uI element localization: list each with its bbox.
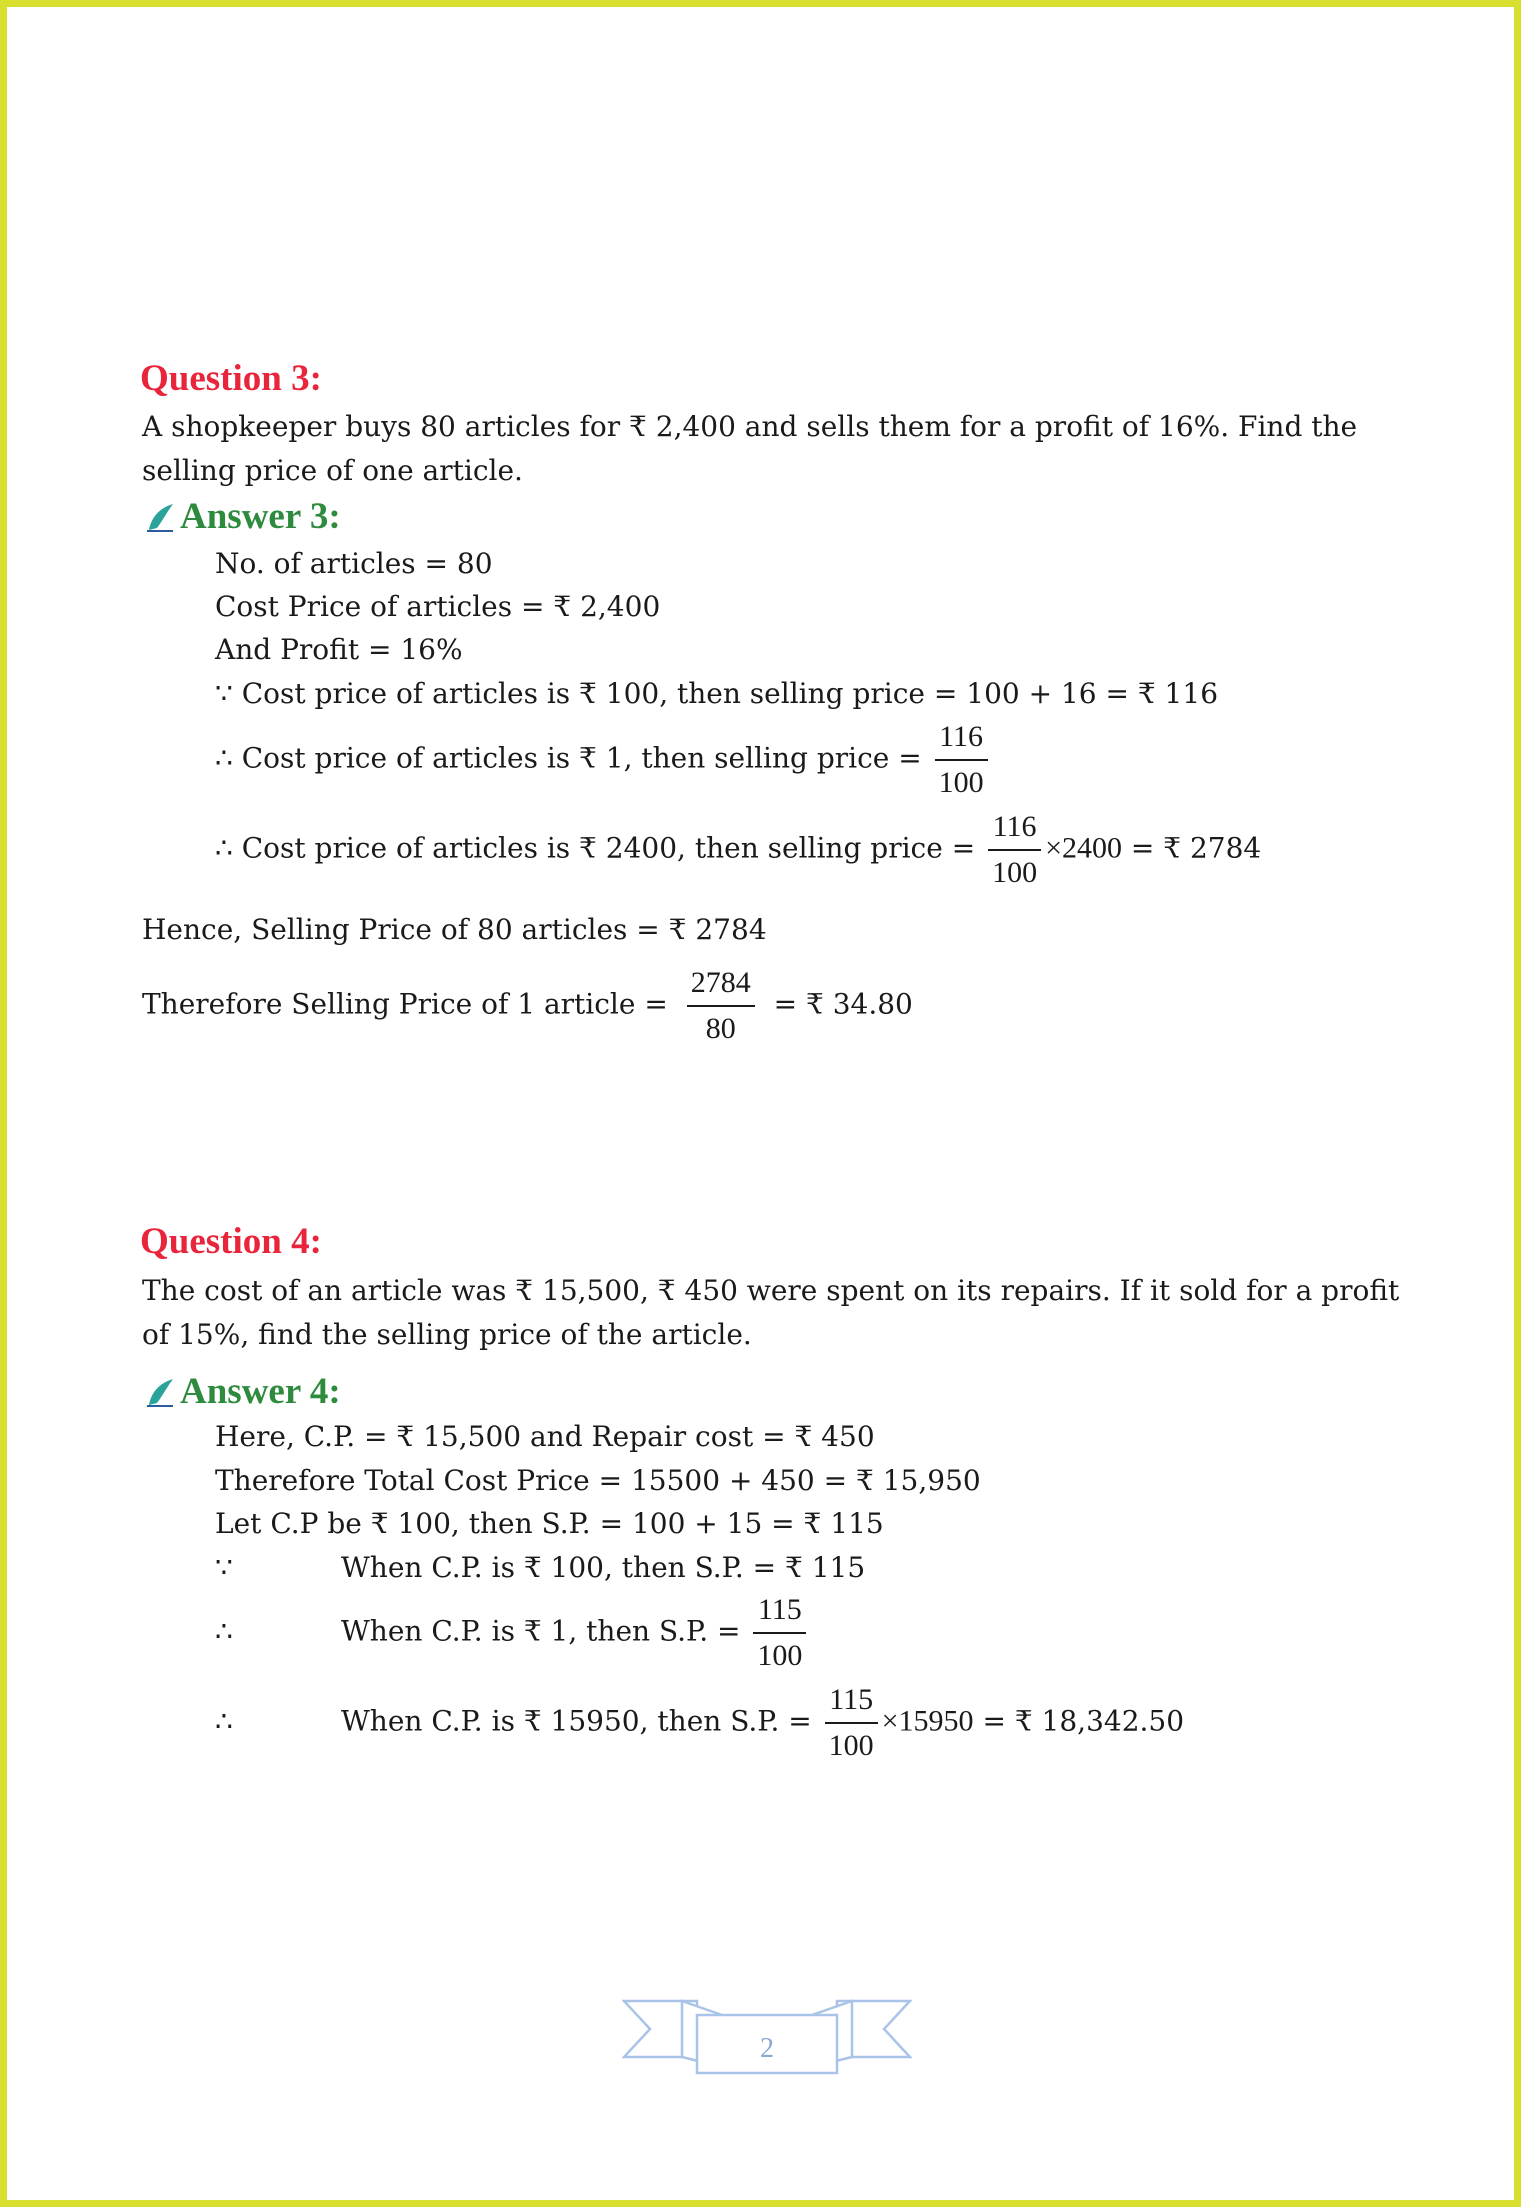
therefore-symbol: ∴ (215, 1614, 233, 1648)
answer-4-heading: Answer 4: (180, 1371, 341, 1412)
question-3-text-line2: selling price of one article. (142, 454, 523, 487)
fraction (988, 809, 1041, 891)
multiplier: ×2400 (1045, 831, 1122, 865)
quill-logo-icon (143, 1375, 177, 1409)
question-3-heading: Question 3: (140, 358, 322, 399)
fraction-denominator: 100 (938, 766, 984, 799)
question-3-text (142, 405, 1357, 493)
answer-3-given-articles: No. of articles = 80 (215, 547, 493, 580)
fraction-denominator: 100 (757, 1639, 803, 1672)
answer-4-step3-result: = ₹ 18,342.50 (982, 1704, 1185, 1738)
answer-4-line3: Let C.P be ₹ 100, then S.P. = 100 + 15 = ₹ 115 (215, 1507, 884, 1540)
answer-4-line2: Therefore Total Cost Price = 15500 + 450 = ₹ 15,950 (215, 1464, 981, 1497)
question-4-text-line1: The cost of an article was ₹ 15,500, ₹ 450 were spent on its repairs. If it sold for a profit (142, 1274, 1400, 1307)
answer-3-conclusion1: Hence, Selling Price of 80 articles = ₹ 2784 (142, 913, 767, 946)
answer-3-step3-text: Cost price of articles is ₹ 2400, then selling price = (241, 831, 976, 865)
answer-3-step3-result: = ₹ 2784 (1130, 831, 1262, 865)
fraction-numerator: 116 (988, 809, 1041, 851)
answer-3-given-cost: Cost Price of articles = ₹ 2,400 (215, 590, 661, 623)
fraction (935, 719, 988, 801)
answer-3-step3 (215, 809, 1261, 891)
therefore-symbol: ∴ (215, 831, 233, 865)
fraction-denominator: 100 (828, 1729, 874, 1762)
multiplier: ×15950 (881, 1704, 974, 1738)
answer-3-step1 (215, 677, 1218, 710)
answer-4-step2-text: When C.P. is ₹ 1, then S.P. = (341, 1614, 741, 1648)
answer-3-conclusion2-result: = ₹ 34.80 (773, 987, 913, 1021)
answer-3-heading: Answer 3: (180, 496, 341, 537)
quill-logo-icon (143, 500, 177, 534)
answer-3-step1-text: Cost price of articles is ₹ 100, then selling price = 100 + 16 = ₹ 116 (241, 677, 1219, 710)
fraction (687, 965, 755, 1047)
answer-3-conclusion2 (142, 965, 913, 1047)
answer-3-step2 (215, 719, 992, 801)
answer-4-step3-text: When C.P. is ₹ 15950, then S.P. = (341, 1704, 812, 1738)
fraction (753, 1592, 806, 1674)
answer-4-step1 (215, 1551, 865, 1584)
therefore-symbol: ∴ (215, 1704, 233, 1738)
answer-4-step2 (215, 1592, 810, 1674)
fraction-denominator: 100 (992, 856, 1038, 889)
because-symbol: ∵ (215, 677, 233, 710)
fraction-numerator: 115 (753, 1592, 806, 1634)
question-3-text-line1: A shopkeeper buys 80 articles for ₹ 2,400 and sells them for a profit of 16%. Find the (142, 410, 1358, 443)
answer-3-conclusion2-text: Therefore Selling Price of 1 article = (142, 987, 668, 1021)
fraction-denominator: 80 (705, 1012, 736, 1045)
fraction (825, 1682, 878, 1764)
answer-3-given-profit: And Profit = 16% (215, 633, 463, 666)
fraction-numerator: 115 (825, 1682, 878, 1724)
question-4-heading: Question 4: (140, 1221, 322, 1262)
therefore-symbol: ∴ (215, 741, 233, 775)
answer-3-step2-text: Cost price of articles is ₹ 1, then selling price = (241, 741, 922, 775)
because-symbol: ∵ (215, 1551, 233, 1584)
question-4-text-line2: of 15%, find the selling price of the article. (142, 1318, 752, 1351)
answer-4-step1-text: When C.P. is ₹ 100, then S.P. = ₹ 115 (341, 1551, 866, 1584)
answer-4-step3 (215, 1682, 1184, 1764)
fraction-numerator: 2784 (687, 965, 755, 1007)
page-number: 2 (760, 2033, 774, 2064)
fraction-numerator: 116 (935, 719, 988, 761)
question-4-text (142, 1269, 1399, 1357)
answer-4-line1: Here, C.P. = ₹ 15,500 and Repair cost = ₹ 450 (215, 1420, 875, 1453)
